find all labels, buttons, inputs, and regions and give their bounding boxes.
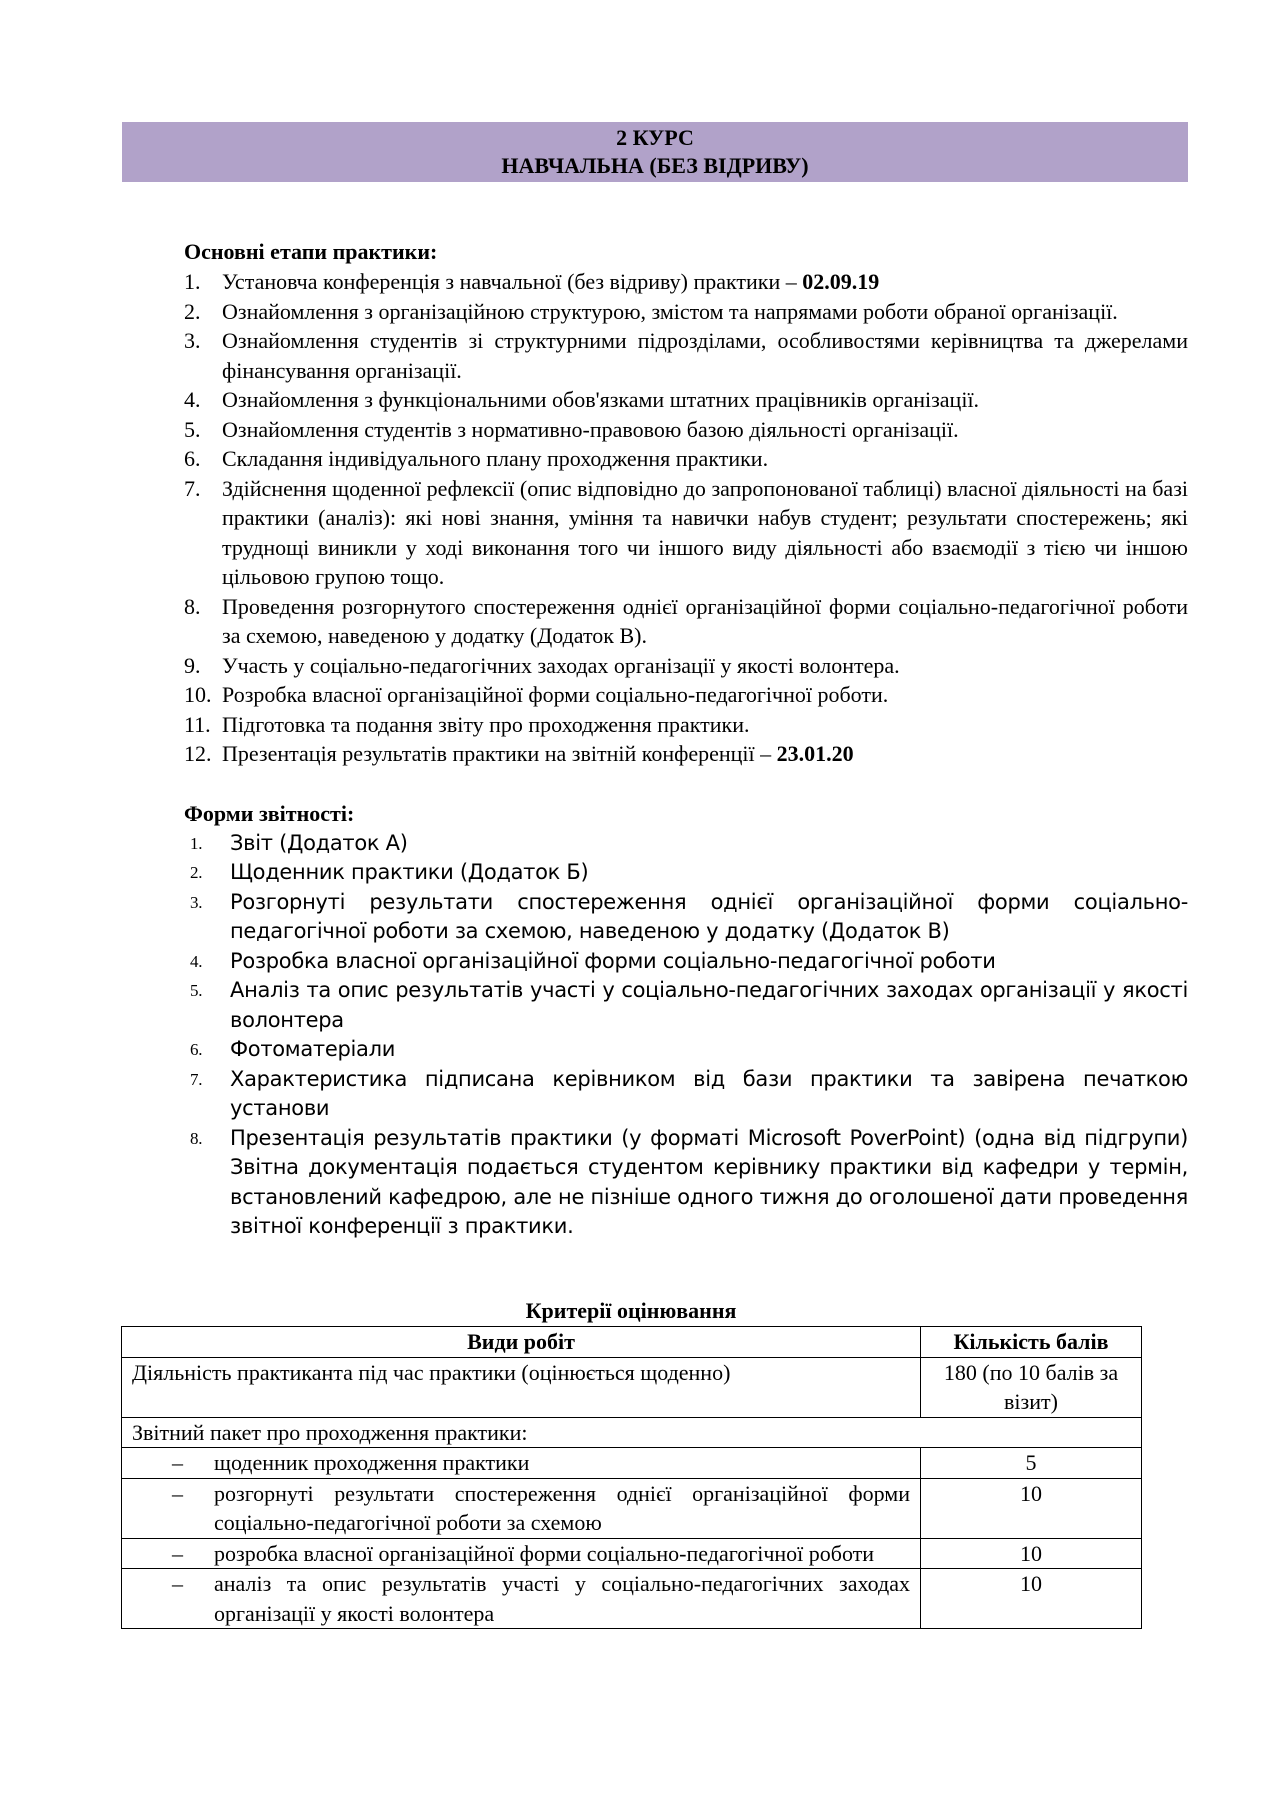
item-text: Щоденник практики (Додаток Б) xyxy=(230,860,589,884)
list-item xyxy=(184,1124,1188,1242)
stages-list xyxy=(184,267,1188,769)
report-item-text: розгорнуті результати спостереження однієї організаційної форми соціально-педагогічної роботи за схемою xyxy=(214,1480,910,1535)
item-number: 7. xyxy=(184,475,201,501)
item-text: Аналіз та опис результатів участі у соціально-педагогічних заходах організації у якості волонтера xyxy=(230,978,1188,1032)
item-text: Установча конференція з навчальної (без відриву) практики – xyxy=(222,269,803,294)
table-row xyxy=(122,1417,1142,1448)
item-number: 2. xyxy=(190,863,203,882)
practice-type-title: НАВЧАЛЬНА (БЕЗ ВІДРИВУ) xyxy=(501,153,809,178)
list-item xyxy=(184,947,1188,977)
list-item xyxy=(184,474,1188,592)
report-item-points: 10 xyxy=(921,1569,1142,1629)
item-number: 9. xyxy=(184,652,201,678)
forms-title xyxy=(184,799,1188,829)
item-text: Ознайомлення студентів зі структурними підрозділами, особливостями керівництва та джерелами фінансування організації. xyxy=(222,328,1188,383)
table-row xyxy=(122,1538,1142,1569)
item-number: 11. xyxy=(184,711,211,737)
item-text: Ознайомлення студентів з нормативно-правовою базою діяльності організації. xyxy=(222,416,959,442)
list-item xyxy=(184,858,1188,888)
item-number: 1. xyxy=(184,269,201,294)
item-number: 3. xyxy=(190,892,203,912)
forms-title-text: Форми звітності xyxy=(184,800,347,826)
item-text: Звіт (Додаток А) xyxy=(230,830,408,855)
main-content xyxy=(184,237,1188,1242)
criteria-section xyxy=(121,1296,1141,1629)
dash-marker: – xyxy=(172,1450,183,1475)
criteria-caption: Критерії оцінювання xyxy=(525,1298,737,1323)
report-item-text: щоденник проходження практики xyxy=(214,1450,530,1475)
dash-marker: – xyxy=(172,1571,183,1596)
item-text: Характеристика підписана керівником від бази практики та завірена печаткою установи xyxy=(230,1066,1188,1120)
item-number: 6. xyxy=(190,1040,203,1059)
item-date: 23.01.20 xyxy=(776,741,854,766)
list-item xyxy=(184,651,1188,681)
item-number: 5. xyxy=(184,416,201,442)
list-item xyxy=(184,888,1188,947)
stages-title: Основні етапи практики: xyxy=(184,239,438,264)
list-item xyxy=(184,415,1188,445)
item-number: 4. xyxy=(184,387,201,412)
item-text: Розгорнуті результати спостереження однієї організаційної форми соціально-педагогічної роботи за схемою, наведеною у додатку (Додаток В) xyxy=(230,889,1188,943)
item-number: 1. xyxy=(190,833,203,853)
report-package-heading: Звітний пакет про проходження практики: xyxy=(122,1417,1142,1448)
report-item-text: аналіз та опис результатів участі у соціально-педагогічних заходах організації у якості волонтера xyxy=(214,1571,910,1626)
item-number: 4. xyxy=(190,951,203,971)
report-item-points: 10 xyxy=(921,1478,1142,1538)
table-row xyxy=(122,1448,1142,1479)
activity-points: 180 (по 10 балів за візит) xyxy=(921,1357,1142,1417)
list-item xyxy=(184,267,1188,297)
table-header-row xyxy=(122,1327,1142,1358)
list-item xyxy=(184,829,1188,859)
item-number: 8. xyxy=(190,1128,203,1148)
report-item xyxy=(122,1478,921,1538)
list-item xyxy=(184,739,1188,769)
list-item xyxy=(184,710,1188,740)
forms-list xyxy=(184,829,1188,1242)
list-item xyxy=(184,326,1188,385)
item-number: 10. xyxy=(184,682,212,707)
list-item xyxy=(184,385,1188,415)
item-text: Складання індивідуального плану проходження практики. xyxy=(222,446,769,471)
criteria-table xyxy=(121,1326,1142,1629)
report-item xyxy=(122,1538,921,1569)
report-item-text: розробка власної організаційної форми соціально-педагогічної роботи xyxy=(214,1540,875,1566)
course-header xyxy=(122,122,1188,182)
item-number: 5. xyxy=(190,981,203,1000)
item-text: Участь у соціально-педагогічних заходах організації у якості волонтера. xyxy=(222,652,900,678)
list-item xyxy=(184,1065,1188,1124)
item-number: 8. xyxy=(184,593,201,619)
table-row xyxy=(122,1478,1142,1538)
item-number: 12. xyxy=(184,741,212,766)
item-number: 3. xyxy=(184,328,201,353)
item-number: 6. xyxy=(184,446,201,471)
item-text: Розробка власної організаційної форми соціально-педагогічної роботи. xyxy=(222,682,889,707)
item-number: 2. xyxy=(184,298,201,324)
table-row xyxy=(122,1569,1142,1629)
dash-marker: – xyxy=(172,1480,183,1506)
item-text: Фотоматеріали xyxy=(230,1037,396,1061)
table-row xyxy=(122,1357,1142,1417)
activity-description: Діяльність практиканта під час практики (оцінюється щоденно) xyxy=(122,1357,921,1417)
list-item xyxy=(184,1035,1188,1065)
item-text: Презентація результатів практики (у форматі Microsoft PoverPoint) (одна від підгрупи) Звітна документація подається студентом керівнику практики від кафедри у термін, встановлений кафедрою, але не пізніше одного тижня до оголошеної дати проведення звітної конференції з практики. xyxy=(230,1125,1188,1238)
list-item xyxy=(184,444,1188,474)
column-header-work: Види робіт xyxy=(122,1327,921,1358)
list-item xyxy=(184,680,1188,710)
report-item xyxy=(122,1448,921,1479)
item-text: Ознайомлення з функціональними обов'язками штатних працівників організації. xyxy=(222,387,980,412)
item-text: Проведення розгорнутого спостереження однієї організаційної форми соціально-педагогічної роботи за схемою, наведеною у додатку (Додаток В). xyxy=(222,593,1188,648)
dash-marker: – xyxy=(172,1540,183,1566)
list-item xyxy=(184,592,1188,651)
item-text: Здійснення щоденної рефлексії (опис відповідно до запропонованої таблиці) власної діяльності на базі практики (аналіз): які нові знання, уміння та навички набув студент; результати спостережень; які труднощі виникли у ході виконання того чи іншого виду діяльності або взаємодії з тією чи іншою цільовою групою тощо. xyxy=(222,475,1188,589)
report-item-points: 10 xyxy=(921,1538,1142,1569)
course-title: 2 КУРС xyxy=(616,125,694,150)
item-number: 7. xyxy=(190,1069,203,1089)
item-text: Розробка власної організаційної форми соціально-педагогічної роботи xyxy=(230,948,996,973)
item-date: 02.09.19 xyxy=(802,269,880,294)
item-text: Ознайомлення з організаційною структурою, змістом та напрямами роботи обраної організації. xyxy=(222,298,1118,324)
forms-title-colon: : xyxy=(346,800,355,826)
report-item-points: 5 xyxy=(921,1448,1142,1479)
list-item xyxy=(184,297,1188,327)
report-item xyxy=(122,1569,921,1629)
section-spacer xyxy=(184,769,1188,799)
list-item xyxy=(184,976,1188,1035)
item-text: Підготовка та подання звіту про проходження практики. xyxy=(222,711,750,737)
column-header-points: Кількість балів xyxy=(921,1327,1142,1358)
item-text: Презентація результатів практики на звітній конференції – xyxy=(222,741,777,766)
